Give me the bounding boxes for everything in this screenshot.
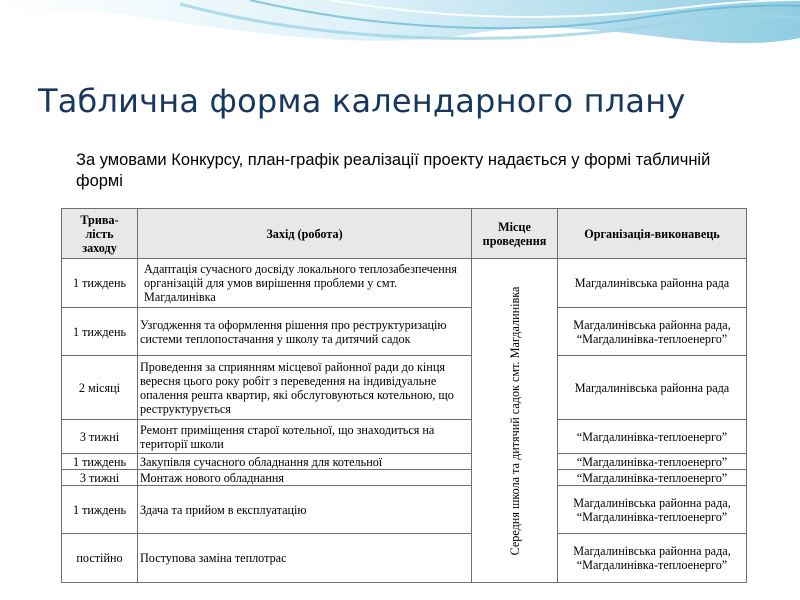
table-row: [62, 454, 747, 470]
cell-duration: 1 тиждень: [62, 308, 138, 356]
cell-org: “Магдалинівка-теплоенерго”: [558, 420, 747, 454]
cell-duration: 3 тижні: [62, 470, 138, 486]
intro-text: За умовами Конкурсу, план-графік реалізації проекту надається у формі табличній формі: [76, 151, 711, 190]
cell-org: Магдалинівська районна рада, “Магдалинівка-теплоенерго”: [558, 308, 747, 356]
table-row: [62, 259, 747, 308]
cell-work: Монтаж нового обладнання: [138, 470, 472, 486]
cell-work: Проведення за сприянням місцевої районної ради до кінця вересня цього року робіт з переведення на індивідуальне опалення решта квартир, які обслуговуються котельною, що реструктурується: [138, 356, 472, 420]
cell-org: “Магдалинівка-теплоенерго”: [558, 454, 747, 470]
cell-work: Ремонт приміщення старої котельної, що знаходиться на території школи: [138, 420, 472, 454]
cell-work: Здача та прийом в експлуатацію: [138, 486, 472, 534]
header-duration: Трива- лість заходу: [62, 209, 138, 259]
cell-duration: постійно: [62, 534, 138, 583]
cell-duration: 2 місяці: [62, 356, 138, 420]
cell-duration: 1 тиждень: [62, 486, 138, 534]
cell-org: Магдалинівська районна рада, “Магдалинівка-теплоенерго”: [558, 486, 747, 534]
header-place: Місце проведення: [472, 209, 558, 259]
table-row: [62, 308, 747, 356]
cell-work: Закупівля сучасного обладнання для котельної: [138, 454, 472, 470]
header-work: Захід (робота): [138, 209, 472, 259]
cell-work: Узгодження та оформлення рішення про реструктуризацію системи теплопостачання у школу та дитячий садок: [138, 308, 472, 356]
table-row: [62, 420, 747, 454]
calendar-plan-table: [61, 208, 747, 583]
wave-decoration: [0, 0, 800, 70]
slide-title: Таблична форма календарного плану: [38, 82, 686, 120]
cell-work: Адаптація сучасного досвіду локального теплозабезпечення організацій для умов вирішення проблеми у смт. Магдалинівка: [138, 259, 472, 308]
cell-duration: 1 тиждень: [62, 454, 138, 470]
cell-work: Поступова заміна теплотрас: [138, 534, 472, 583]
cell-duration: 1 тиждень: [62, 259, 138, 308]
cell-duration: 3 тижні: [62, 420, 138, 454]
table-row: [62, 470, 747, 486]
place-vertical-text: Середня школа та дитячий садок смт. Магдалинівка: [507, 286, 522, 555]
table-row: [62, 534, 747, 583]
cell-org: Магдалинівська районна рада, “Магдалинівка-теплоенерго”: [558, 534, 747, 583]
cell-org: Магдалинівська районна рада: [558, 356, 747, 420]
table-row: [62, 356, 747, 420]
cell-org: “Магдалинівка-теплоенерго”: [558, 470, 747, 486]
table-header-row: [62, 209, 747, 259]
cell-place: [472, 259, 558, 583]
header-org: Організація-виконавець: [558, 209, 747, 259]
cell-org: Магдалинівська районна рада: [558, 259, 747, 308]
table-row: [62, 486, 747, 534]
